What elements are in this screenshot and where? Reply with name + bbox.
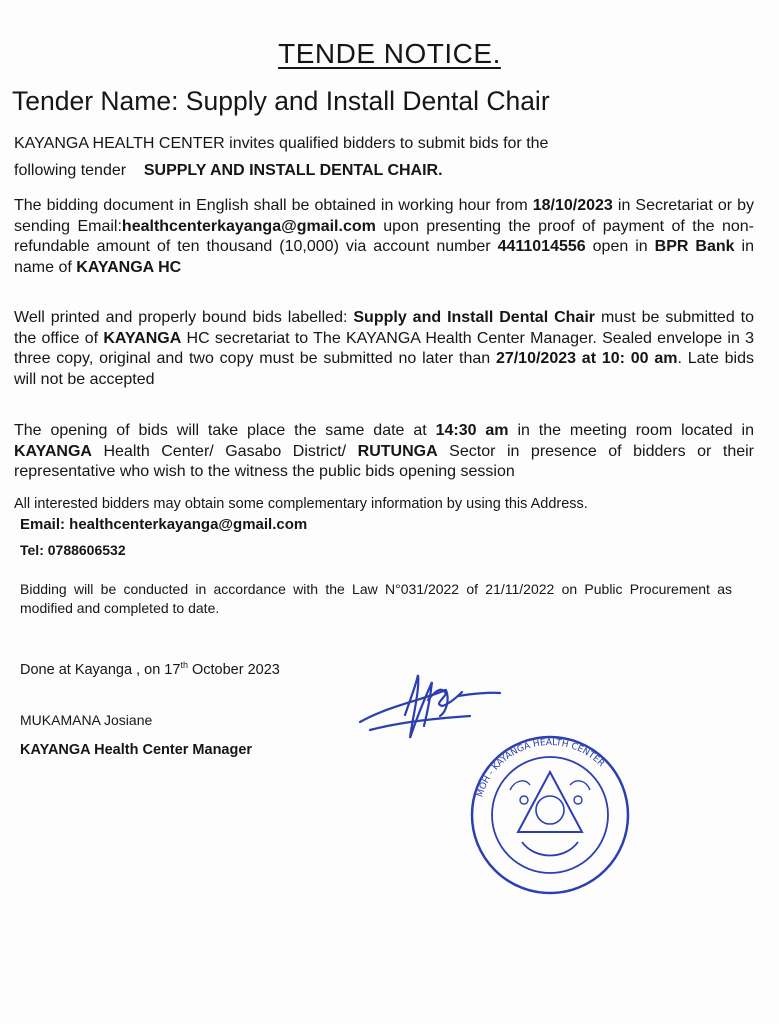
bidding-email: healthcenterkayanga@gmail.com [121, 217, 376, 235]
opening-org: KAYANGA [14, 442, 92, 460]
submission-org: KAYANGA [103, 329, 182, 347]
account-number: 4411014556 [497, 238, 586, 255]
date-from: 18/10/2023 [532, 197, 613, 214]
account-name: KAYANGA HC [76, 258, 182, 276]
intro-paragraph [14, 134, 754, 181]
submission-paragraph: Well printed and properly bound bids labelled: Supply and Install Dental Chair must be submitted to the office of KAYANGA HC secretariat to The KAYANGA Health Center Manager. Sealed envelope in 3 three copy, original and two copy must be submitted no later than 27/10/2023 at 10: 00 am. Late bids will not be accepted [14, 309, 755, 388]
opening-paragraph: The opening of bids will take place the same date at 14:30 am in the meeting room located in KAYANGA Health Center/ Gasabo District/ RUTUNGA Sector in presence of bidders or their representative who wish to the witness the public bids opening session [14, 422, 755, 480]
law-paragraph: Bidding will be conducted in accordance with the Law N°031/2022 of 21/11/2022 on Public Procurement as modified and completed to date. [20, 581, 732, 616]
info-line: All interested bidders may obtain some complementary information by using this Address. [14, 496, 588, 512]
opening-time: 14:30 am [435, 422, 509, 439]
submission-deadline: 27/10/2023 at 10: 00 am [495, 350, 678, 367]
intro-tender-caps: SUPPLY AND INSTALL DENTAL CHAIR. [143, 161, 443, 179]
contact-tel: Tel: 0788606532 [20, 542, 126, 558]
tender-name-heading: Tender Name: Supply and Install Dental Chair [12, 86, 550, 116]
bank-name: BPR Bank [654, 238, 735, 255]
submission-label: Supply and Install Dental Chair [353, 309, 596, 326]
notice-title: TENDE NOTICE. [278, 38, 501, 69]
intro-text: KAYANGA HEALTH CENTER invites qualified bidders to submit bids for the [14, 135, 549, 152]
opening-sector: RUTUNGA [357, 442, 438, 460]
signer-name: MUKAMANA Josiane [20, 712, 153, 728]
contact-email: Email: healthcenterkayanga@gmail.com [20, 516, 308, 533]
handwritten-signature-icon [360, 675, 500, 738]
intro-prefix: following tender [14, 161, 127, 179]
signer-role: KAYANGA Health Center Manager [20, 742, 253, 758]
stamp-ring-text: MOH - KAYANGA HEALTH CENTER [475, 737, 607, 799]
done-at-line: Done at Kayanga , on 17th October 2023 [20, 660, 280, 678]
official-stamp-icon [472, 737, 628, 893]
signature-and-stamp [350, 660, 650, 930]
bidding-document-paragraph: The bidding document in English shall be obtained in working hour from 18/10/2023 in Secretariat or by sending Email:healthcenterkayanga@gmail.com upon presenting the proof of payment of the non-refundable amount of ten thousand (10,000) via account number 4411014556 open in BPR Bank in name of KAYANGA HC [14, 197, 754, 276]
